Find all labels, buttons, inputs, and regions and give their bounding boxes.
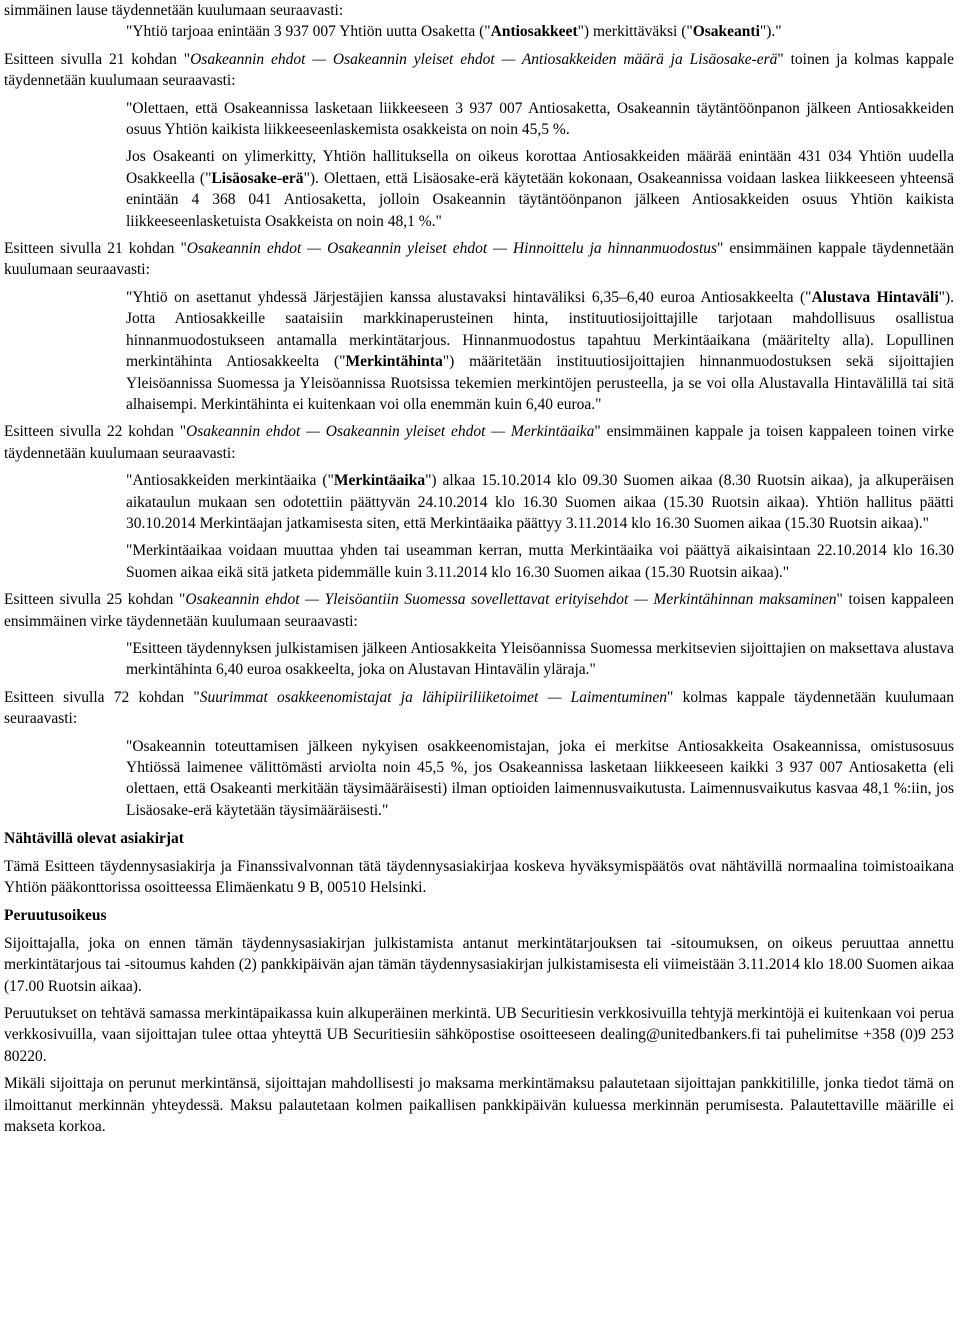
text-run: " ensimmäinen kappale ja toisen kappaleen toinen virke täydennetään kuulumaan seuraavasti: <box>4 423 954 462</box>
text-run: ") alkaa 15.10.2014 klo 09.30 Suomen aikaa (8.30 Ruotsin aikaa), ja alkuperäisen aikataulun mukaan sen odotettiin päättyvän 24.10.2014 klo 16.30 Suomen aikaa (15.30 Ruotsin aikaa). Yhtiön hallitus päätti 30.10.2014 Merkintäajan jatkamisesta siten, että Merkintäaika päättyy 3.11.2014 klo 16.30 Suomen aikaa (15.30 Ruotsin aikaa)." <box>126 472 954 532</box>
text-run: ")." <box>759 23 782 41</box>
text-run: Tämä Esitteen täydennysasiakirja ja Finanssivalvonnan tätä täydennysasiakirjaa koskeva hyväksymispäätös ovat nähtävillä normaalina toimistoaikana Yhtiön pääkonttorissa osoitteessa Elimäenkatu 9 B, 00510 Helsinki. <box>4 857 954 897</box>
quoted-paragraph <box>126 470 954 534</box>
bold-term: Merkintäaika <box>333 472 426 490</box>
text-run: Esitteen sivulla 25 kohdan " <box>4 591 186 609</box>
text-run: "Esitteen täydennyksen julkistamisen jälkeen Antiosakkeita Yleisöannissa Suomessa merkitsevien sijoittajien on maksettava alustava merkintähinta 6,40 euroa osakkeelta, joka on Alustavan Hintavälin yläraja." <box>126 639 954 679</box>
text-run: Jos Osakeanti on ylimerkitty, Yhtiön hallituksella on oikeus korottaa Antiosakkeiden määrää enintään 431 034 Yhtiön uudella Osakkeella (" <box>126 148 954 187</box>
text-run: Esitteen sivulla 72 kohdan " <box>4 688 200 706</box>
body-paragraph <box>4 238 954 281</box>
body-paragraph <box>4 49 954 92</box>
italic-section-ref: Osakeannin ehdot — Osakeannin yleiset ehdot — Merkintäaika <box>186 423 595 441</box>
italic-section-ref: Osakeannin ehdot — Yleisöantiin Suomessa sovellettavat erityisehdot — Merkintähinnan maksaminen <box>185 591 837 609</box>
text-run: ") merkittäväksi (" <box>577 23 693 41</box>
section-heading <box>4 905 954 926</box>
bold-term: Merkintähinta <box>345 353 443 371</box>
bold-term: Alustava Hintaväli <box>811 288 939 306</box>
text-run: "Yhtiö on asettanut yhdessä Järjestäjien kanssa alustavaksi hintaväliksi 6,35–6,40 euroa Antiosakkeelta (" <box>126 288 812 306</box>
text-run: " toinen ja kolmas kappale täydennetään kuulumaan seuraavasti: <box>4 50 955 90</box>
italic-section-ref: Osakeannin ehdot — Osakeannin yleiset ehdot — Antiosakkeiden määrä ja Lisäosake-erä <box>190 50 778 68</box>
text-run: Esitteen sivulla 21 kohdan " <box>4 50 191 68</box>
quoted-paragraph <box>126 736 954 822</box>
text-run: "Merkintäaikaa voidaan muuttaa yhden tai useamman kerran, mutta Merkintäaika voi päättyä aikaisintaan 22.10.2014 klo 16.30 Suomen aikaa eikä sitä jatketa pidemmälle kuin 3.11.2014 klo 16.30 Suomen aikaa (15.30 Ruotsin aikaa)." <box>126 542 954 581</box>
section-heading <box>4 828 954 849</box>
text-run: Mikäli sijoittaja on perunut merkintänsä, sijoittajan mahdollisesti jo maksama merkintämaksu palautetaan sijoittajan pankkitilille, jonka tiedot tämä on ilmoittanut merkinnän yhteydessä. Maksu palautetaan kolmen paikallisen pankkipäivän kuluessa merkinnän perumisesta. Palautettaville määrille ei makseta korkoa. <box>4 1075 954 1136</box>
bold-term: Lisäosake-erä <box>211 169 304 187</box>
quoted-paragraph <box>126 638 954 681</box>
text-run: "Osakeannin toteuttamisen jälkeen nykyisen osakkeenomistajan, joka ei merkitse Antiosakkeita Osakeannissa, omistusosuus Yhtiössä laimenee välittömästi arviolta noin 45,5 %, jos Osakeannissa lasketaan liikkeeseen kaikki 3 937 007 Antiosaketta (eli olettaen, että Osakeanti merkitään täysimääräisesti) ilman optioiden laimennusvaikutusta. Laimennusvaikutus kasvaa 48,1 %:iin, jos Lisäosake-erä käytetään täysimääräisesti." <box>126 737 954 819</box>
italic-section-ref: Osakeannin ehdot — Osakeannin yleiset ehdot — Hinnoittelu ja hinnanmuodostus <box>186 240 718 258</box>
text-run: Peruutusoikeus <box>4 907 107 925</box>
quoted-paragraph <box>126 540 954 583</box>
text-run: "Olettaen, että Osakeannissa lasketaan liikkeeseen 3 937 007 Antiosaketta, Osakeannin täytäntöönpanon jälkeen Antiosakkeiden osuus Yhtiön kaikista liikkeeseenlaskemista osakkeista on noin 45,5 %. <box>126 99 954 139</box>
text-run: Esitteen sivulla 22 kohdan " <box>4 423 187 441</box>
text-run: Peruutukset on tehtävä samassa merkintäpaikassa kuin alkuperäinen merkintä. UB Securitiesin verkkosivuilla tehtyjä merkintöjä ei kuitenkaan voi perua verkkosivuilla, vaan sijoittajan tulee ottaa yhteyttä UB Securitiesiin sähköpostise osoitteeseen dealing@unitedbankers.fi tai puhelimitse +358 (0)9 253 80220. <box>4 1005 954 1065</box>
body-paragraph <box>4 687 954 730</box>
bold-term: Antiosakkeet <box>490 23 578 41</box>
quoted-paragraph <box>126 287 954 415</box>
text-run: Esitteen sivulla 21 kohdan " <box>4 240 187 258</box>
text-run: Sijoittajalla, joka on ennen tämän täydennysasiakirjan julkistamista antanut merkintätarjouksen tai -sitoumuksen, on oikeus peruuttaa annettu merkintätarjous tai -sitoumus kahden (2) pankkipäivän ajan tämän täydennysasiakirjan julkistamisesta eli viimeistään 3.11.2014 klo 18.00 Suomen aikaa (17.00 Ruotsin aikaa). <box>4 934 954 995</box>
text-run: "Yhtiö tarjoaa enintään 3 937 007 Yhtiön uutta Osaketta (" <box>126 23 491 41</box>
text-run: " toisen kappaleen ensimmäinen virke täydennetään kuulumaan seuraavasti: <box>4 591 954 630</box>
body-paragraph <box>4 589 954 632</box>
text-run: ") määritetään instituutiosijoittajien hinnanmuodostuksen sekä sijoittajien Yleisöannissa Suomessa ja Yleisöannissa Ruotsissa tekemien merkintöjen perusteella, ja se voi olla Alustavalla Hintavälillä tai sitä alhaisempi. Merkintähinta ei kuitenkaan voi olla enemmän kuin 6,40 euroa." <box>126 353 955 413</box>
text-run: Nähtävillä olevat asiakirjat <box>4 830 184 848</box>
quoted-paragraph <box>126 98 954 141</box>
text-run: " kolmas kappale täydennetään kuulumaan seuraavasti: <box>4 688 954 728</box>
text-run: "). Olettaen, että Lisäosake-erä käytetään kokonaan, Osakeannissa voidaan laskea liikkeeseen yhteensä enintään 4 368 041 Antiosaketta, jolloin Osakeannin täytäntöönpanon jälkeen Antiosakkeiden osuus Yhtiön kaikista liikkeeseenlasketuista Osakkeista on noin 48,1 %." <box>126 169 954 230</box>
bold-term: Osakeanti <box>692 23 760 41</box>
body-paragraph <box>4 1003 954 1067</box>
italic-section-ref: Suurimmat osakkeenomistajat ja lähipiiriliiketoimet — Laimentuminen <box>199 688 668 706</box>
text-run: "Antiosakkeiden merkintäaika (" <box>126 472 334 490</box>
text-run: simmäinen lause täydennetään kuulumaan seuraavasti: <box>4 2 344 19</box>
quoted-paragraph <box>126 146 954 232</box>
text-run: "). Jotta Antiosakkeille saataisiin markkinaperusteinen hinta, instituutiosijoittajille tarjotaan mahdollisuus osallistua hinnanmuodostukseen antamalla merkintätarjous. Hinnanmuodostus tapahtuu Merkintäaikana (määritelty alla). Lopullinen merkintähinta Antiosakkeelta (" <box>126 288 955 371</box>
body-paragraph <box>4 856 954 899</box>
body-paragraph <box>4 421 954 464</box>
text-run: " ensimmäinen kappale täydennetään kuulumaan seuraavasti: <box>4 240 955 279</box>
body-paragraph <box>4 933 954 997</box>
quoted-paragraph <box>126 21 954 42</box>
body-paragraph <box>4 1073 954 1137</box>
body-paragraph <box>4 0 954 21</box>
